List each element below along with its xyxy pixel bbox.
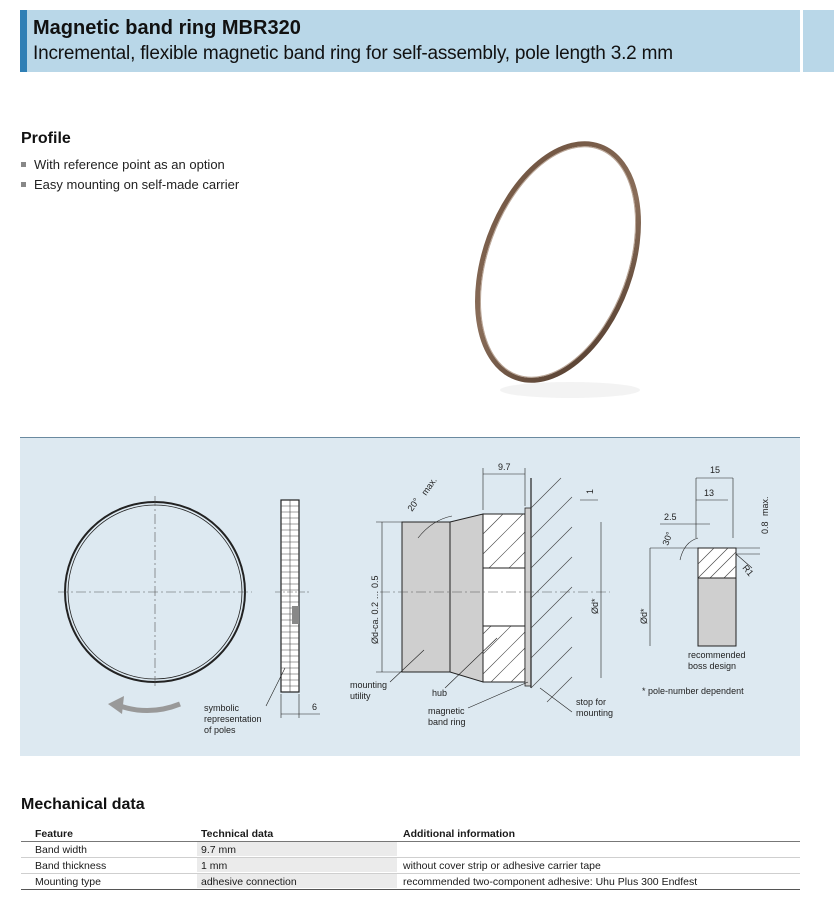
column-header-feature: Feature: [35, 828, 73, 840]
bullet-text: Easy mounting on self-made carrier: [34, 177, 240, 192]
mounting-utility-label-2: utility: [350, 691, 371, 701]
table-cell: 1 mm: [201, 860, 228, 872]
boss-label-1: recommended: [688, 650, 746, 660]
header-right-block: [803, 10, 834, 72]
mechanical-table: [21, 826, 800, 890]
pole-note-label: * pole-number dependent: [642, 686, 744, 696]
dim-9-7-label: 9.7: [498, 462, 511, 472]
symbolic-label-3: of poles: [204, 725, 236, 735]
stop-label-1: stop for: [576, 697, 607, 707]
page-title: Magnetic band ring MBR320: [33, 17, 301, 39]
magnetic-band-label-2: band ring: [428, 717, 466, 727]
profile-bullet: [21, 157, 225, 172]
boss-d-star-label: Ød*: [639, 608, 649, 624]
r1-label: R1: [740, 562, 756, 579]
dim-6-label: 6: [312, 702, 318, 712]
dim-13-label: 13: [704, 488, 715, 498]
boss-design: [639, 465, 770, 696]
angle-30-label: 30°: [660, 530, 675, 547]
page-subtitle: Incremental, flexible magnetic band ring for self-assembly, pole length 3.2 mm: [33, 43, 673, 64]
magnetic-band-label-1: magnetic: [428, 706, 465, 716]
table-header: [21, 826, 800, 842]
bullet-text: With reference point as an option: [34, 157, 225, 172]
boss-label-2: boss design: [688, 661, 737, 671]
stop-label-2: mounting: [576, 708, 614, 718]
dim-d-star-label: Ød*: [590, 598, 600, 614]
assembly-section: [350, 462, 613, 727]
column-header-technical: Technical data: [201, 828, 274, 840]
table-cell: Mounting type: [35, 876, 101, 888]
angle-20-label: 20°: [405, 496, 422, 514]
bullet-square-icon: [21, 182, 26, 187]
table-row: [21, 842, 800, 858]
column-header-additional: Additional information: [403, 828, 515, 840]
table-row: [21, 858, 800, 874]
dim-15-label: 15: [710, 465, 721, 475]
ring-front-view: [58, 496, 252, 688]
bullet-square-icon: [21, 162, 26, 167]
table-cell: recommended two-component adhesive: Uhu Plus 300 Endfest: [403, 876, 698, 888]
profile-title: Profile: [21, 130, 71, 147]
table-cell: without cover strip or adhesive carrier tape: [403, 860, 601, 872]
table-row: [21, 874, 800, 890]
mechanical-title: Mechanical data: [21, 796, 145, 813]
symbolic-label-1: symbolic: [204, 703, 240, 713]
mounting-utility-label-1: mounting: [350, 680, 388, 690]
header-accent: [20, 10, 27, 72]
table-cell: 9.7 mm: [201, 844, 237, 856]
hub-label: hub: [432, 688, 448, 698]
rotation-arrow-icon: [108, 696, 180, 714]
angle-max-label: max.: [419, 475, 439, 498]
dim-2-5-label: 2.5: [664, 512, 677, 522]
technical-drawing: [20, 437, 800, 756]
dim-1-label: 1: [585, 488, 595, 494]
dim-d-ca-label: Ød-ca. 0.2 … 0.5: [370, 575, 380, 644]
table-cell: Band thickness: [35, 860, 107, 872]
dim-0-8-max-label: max.: [760, 496, 770, 516]
symbolic-label-2: representation: [204, 714, 262, 724]
profile-bullet: [21, 177, 239, 192]
table-cell: Band width: [35, 844, 87, 856]
table-cell: adhesive connection: [201, 876, 297, 888]
ring-product-image: [440, 120, 670, 420]
dim-0-8-label: 0.8: [760, 521, 770, 534]
